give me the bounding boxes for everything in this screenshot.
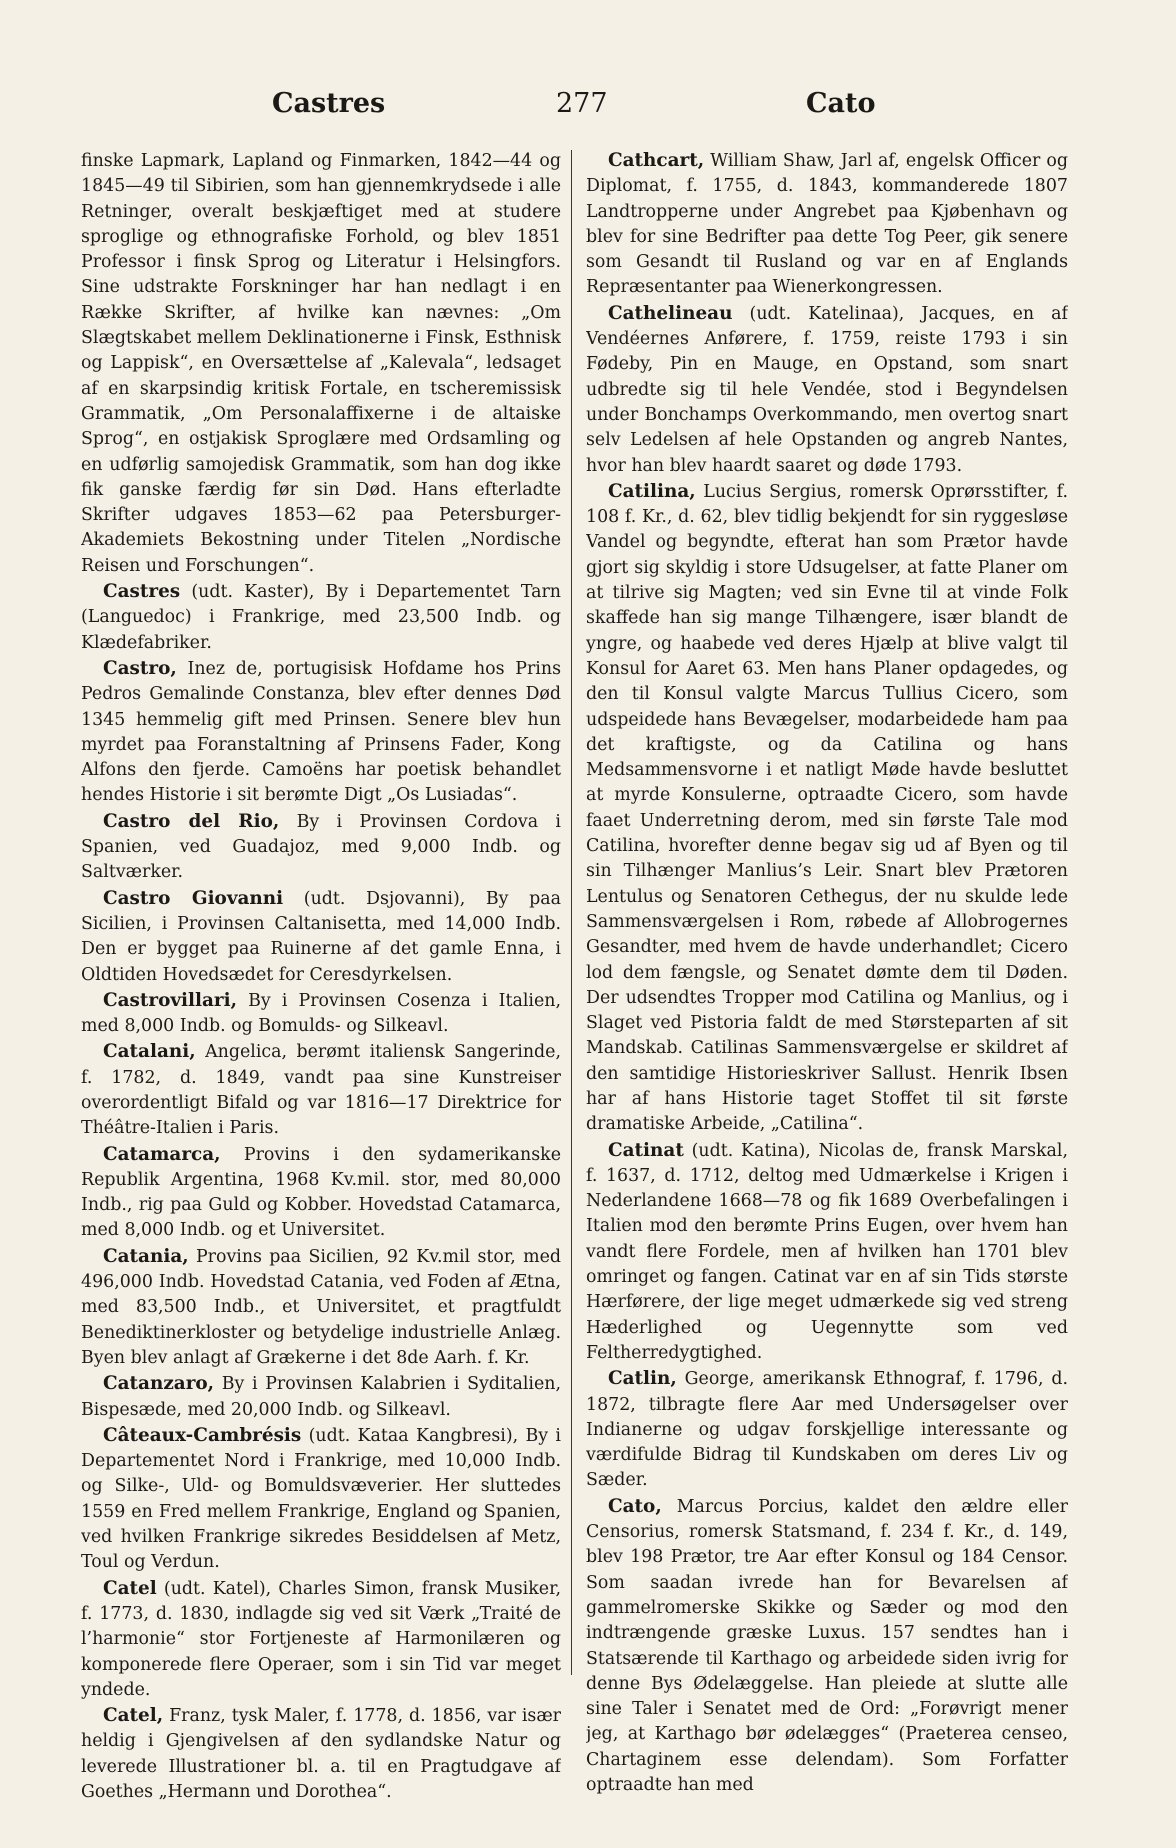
entry-headword: Catalani, [103, 1041, 196, 1063]
entry [586, 1366, 1068, 1493]
entry-text: Angelica, berømt italiensk Sangerinde, f. 1782, d. 1849, vandt paa sine Kunstreiser overordentligt Bifald og var 1816—17 Direktrice for Théâtre-Italien i Paris. [81, 1042, 561, 1139]
page-number: 277 [556, 88, 608, 119]
entry-headword: Catanzaro, [103, 1373, 215, 1395]
page-header [72, 88, 1072, 128]
entry-headword: Catilina, [608, 480, 696, 502]
entry-headword: Catinat [608, 1139, 684, 1161]
entry-headword: Castro, [103, 657, 177, 679]
entry [81, 1142, 561, 1244]
entry-text: (udt. Kaster), By i Departementet Tarn (Languedoc) i Frankrige, med 23,500 Indb. og Klædefabriker. [81, 582, 561, 653]
entry-headword: Castres [103, 581, 181, 603]
entry [81, 1371, 561, 1423]
entry-text: (udt. Dsjovanni), By paa Sicilien, i Provinsen Caltanisetta, med 14,000 Indb. Den er bygget paa Ruinerne af det gamle Enna, i Oldtiden Hovedsædet for Ceresdyrkelsen. [81, 888, 561, 985]
entry [586, 301, 1068, 479]
entry-text: By i Provinsen Kalabrien i Syditalien, Bispesæde, med 20,000 Indb. og Silkeavl. [81, 1374, 561, 1420]
entry [81, 886, 561, 988]
entry [81, 1423, 561, 1576]
entry-text: Marcus Porcius, kaldet den ældre eller Censorius, romersk Statsmand, f. 234 f. Kr., d. 149, blev 198 Prætor, tre Aar efter Konsul og 184 Censor. Som saadan ivrede han for Bevarelsen af gammelromerske Skikke og Sæder og mod den indtrængende græske Luxus. 157 sendtes han i Statsærende til Karthago og arbeidede siden ivrig for denne Bys Ødelæggelse. Han pleiede at slutte alle sine Taler i Senatet med de Ord: „Forøvrigt mener jeg, at Karthago bør ødelægges“ (Praeterea censeo, Chartaginem esse delendam). Som Forfatter optraadte han med [586, 1496, 1068, 1795]
entry-text: Provins paa Sicilien, 92 Kv.mil stor, med 496,000 Indb. Hovedstad Catania, ved Foden af Ætna, med 83,500 Indb., et Universitet, et pragtfuldt Benediktinerkloster og betydelige industrielle Anlæg. Byen blev anlagt af Grækerne i det 8de Aarh. f. Kr. [81, 1246, 561, 1368]
entry-headword: Catel, [103, 1705, 164, 1727]
entry-text: Provins i den sydamerikanske Republik Argentina, 1968 Kv.mil. stor, med 80,000 Indb., rig paa Guld og Kobber. Hovedstad Catamarca, med 8,000 Indb. og et Universitet. [81, 1144, 561, 1241]
entry-text: (udt. Katel), Charles Simon, fransk Musiker, f. 1773, d. 1830, indlagde sig ved sit Værk „Traité de l’harmonie“ stor Fortjeneste af Harmonilæren og komponerede flere Operaer, som i sin Tid var meget yndede. [81, 1578, 561, 1700]
right-running-head: Cato [806, 88, 876, 119]
entry-headword: Cato, [608, 1495, 662, 1517]
entry [81, 1039, 561, 1141]
entry-text: By i Provinsen Cosenza i Italien, med 8,000 Indb. og Bomulds- og Silkeavl. [81, 990, 561, 1037]
entry-text: (udt. Kataa Kangbresi), By i Departementet Nord i Frankrige, med 10,000 Indb. og Silke-, Uld- og Bomuldsvæverier. Her sluttedes 1559 en Fred mellem Frankrige, England og Spanien, ved hvilken Frankrige sikredes Besiddelsen af Metz, Toul og Verdun. [81, 1425, 561, 1573]
entry-text: By i Provinsen Cordova i Spanien, ved Guadajoz, med 9,000 Indb. og Saltværker. [81, 811, 561, 883]
entry [81, 656, 561, 809]
left-column [81, 148, 561, 1808]
entry [81, 988, 561, 1040]
entry [81, 579, 561, 656]
entry [586, 1494, 1068, 1799]
entry-text: Franz, tysk Maler, f. 1778, d. 1856, var især heldig i Gjengivelsen af den sydlandske Natur og leverede Illustrationer bl. a. til en Pragtudgave af Goethes „Hermann und Dorothea“. [81, 1706, 561, 1802]
entry-text: (udt. Katelinaa), Jacques, en af Vendéernes Anførere, f. 1759, reiste 1793 i sin Fødeby, Pin en Mauge, en Opstand, som snart udbredte sig til hele Vendée, stod i Begyndelsen under Bonchamps Overkommando, men overtog snart selv Ledelsen af hele Opstanden og angreb Nantes, hvor han blev haardt saaret og døde 1793. [586, 303, 1068, 476]
entry-headword: Cathcart, [608, 150, 705, 171]
entry [586, 479, 1068, 1138]
entry-headword: Castro Giovanni [103, 887, 284, 909]
entry-text: Lucius Sergius, romersk Oprørsstifter, f. 108 f. Kr., d. 62, blev tidlig bekjendt for sin ryggesløse Vandel og begyndte, efterat han som Prætor havde gjort sig skyldig i store Udsugelser, at fatte Planer om at tilrive sig Magten; ved sin Evne til at vinde Folk skaffede han sig mange Tilhængere, især blandt de yngre, og haabede ved deres Hjælp at blive valgt til Konsul for Aaret 63. Men hans Planer opdagedes, og den til Konsul valgte Marcus Tullius Cicero, som udspeidede hans Bevægelser, modarbeidede ham paa det kraftigste, og da Catilina og hans Medsammensvorne i et natligt Møde havde besluttet at myrde Konsulerne, optraadte Cicero, som havde faaet Underretning derom, med sin første Tale mod Catilina, hvorefter denne begav sig ud af Byen og til sin Tilhænger Manlius’s Leir. Snart blev Prætoren Lentulus og Senatoren Cethegus, der nu skulde lede Sammensværgelsen i Rom, røbede af Allobrogernes Gesandter, med hvem de havde underhandlet; Cicero lod dem fængsle, og Senatet dømte dem til Døden. Der udsendtes Tropper mod Catilina og Manlius, og i Slaget ved Pistoria faldt de med Størsteparten af sit Mandskab. Catilinas Sammensværgelse er skildret af den samtidige Historieskriver Sallust. Henrik Ibsen har af hans Historie taget Stoffet til sit første dramatiske Arbeide, „Catilina“. [586, 481, 1068, 1135]
left-running-head: Castres [272, 88, 386, 119]
entry-text: Inez de, portugisisk Hofdame hos Prins Pedros Gemalinde Constanza, blev efter dennes Død 1345 hemmelig gift med Prinsen. Senere blev hun myrdet paa Foranstaltning af Prinsens Fader, Kong Alfons den fjerde. Camoëns har poetisk behandlet hendes Historie i sit berømte Digt „Os Lusiadas“. [81, 658, 561, 806]
entry [586, 1138, 1068, 1367]
column-divider [571, 150, 572, 1675]
entry-text: (udt. Katina), Nicolas de, fransk Marskal, f. 1637, d. 1712, deltog med Udmærkelse i Krigen i Nederlandene 1668—78 og fik 1689 Overbefalingen i Italien mod den berømte Prins Eugen, over hvem han vandt flere Fordele, men af hvilken han 1701 blev omringet og fangen. Catinat var en af sin Tids største Hærførere, der lige meget udmærkede sig ved streng Hæderlighed og Uegennytte som ved Feltherredygtighed. [586, 1140, 1068, 1363]
entry [81, 1244, 561, 1371]
entry [586, 148, 1068, 301]
entry-headword: Catania, [103, 1245, 189, 1267]
entry-headword: Castro del Rio, [103, 810, 280, 832]
entry-text: finske Lapmark, Lapland og Finmarken, 1842—44 og 1845—49 til Sibirien, som han gjennemkrydsede i alle Retninger, overalt beskjæftiget med at studere sproglige og ethnografiske Forhold, og blev 1851 Professor i finsk Sprog og Literatur i Helsingfors. Sine udstrakte Forskninger har han nedlagt i en Række Skrifter, af hvilke kan nævnes: „Om Slægtskabet mellem Deklinationerne i Finsk, Esthnisk og Lappisk“, en Oversættelse af „Kalevala“, ledsaget af en skarpsindig kritisk Fortale, en tscheremissisk Grammatik, „Om Personalaffixerne i de altaiske Sprog“, en ostjakisk Sproglære med Ordsamling og en udførlig samojedisk Grammatik, som han dog ikke fik ganske færdig før sin Død. Hans efterladte Skrifter udgaves 1853—62 paa Petersburger-Akademiets Bekostning under Titelen „Nordische Reisen und Forschungen“. [81, 151, 561, 576]
entry [81, 1703, 561, 1805]
entry-text: George, amerikansk Ethnograf, f. 1796, d. 1872, tilbragte flere Aar med Undersøgelser over Indianerne og udgav forskjellige interessante og værdifulde Bidrag til Kundskaben om deres Liv og Sæder. [586, 1369, 1068, 1491]
entry-headword: Catel [103, 1577, 157, 1599]
entry-headword: Cathelineau [608, 302, 733, 324]
entry-text: William Shaw, Jarl af, engelsk Officer og Diplomat, f. 1755, d. 1843, kommanderede 1807 Landtropperne under Angrebet paa Kjøbenhavn og blev for sine Bedrifter paa dette Tog Peer, gik senere som Gesandt til Rusland og var en af Englands Repræsentanter paa Wienerkongressen. [586, 151, 1068, 298]
entry [81, 148, 561, 579]
entry [81, 809, 561, 886]
entry-headword: Catamarca, [103, 1143, 221, 1165]
entry [81, 1576, 561, 1703]
entry-headword: Catlin, [608, 1368, 677, 1390]
entry-headword: Câteaux-Cambrésis [103, 1424, 302, 1446]
right-column [586, 148, 1068, 1808]
entry-headword: Castrovillari, [103, 989, 237, 1011]
